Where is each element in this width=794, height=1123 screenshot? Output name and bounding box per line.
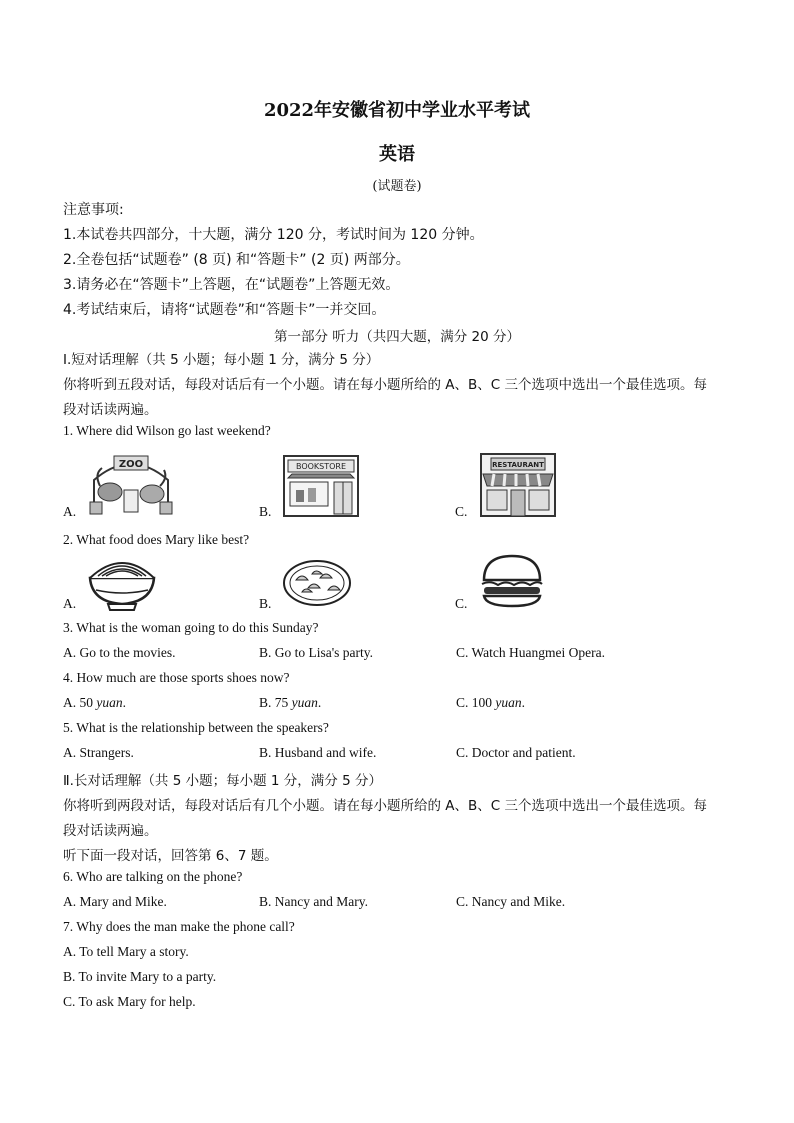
option-a: A. To tell Mary a story. xyxy=(63,944,189,959)
option-c: C. Nancy and Mike. xyxy=(456,894,566,909)
option-a-label: A. xyxy=(63,504,77,519)
question-6: 6. Who are talking on the phone? xyxy=(63,869,243,884)
noodles-bowl-picture xyxy=(86,556,158,612)
bookstore-picture xyxy=(282,452,360,518)
bookstore-sign-text: BOOKSTORE xyxy=(295,462,347,471)
question-4: 4. How much are those sports shoes now? xyxy=(63,670,290,685)
zoo-sign-text: ZOO xyxy=(118,459,144,470)
question-7: 7. Why does the man make the phone call? xyxy=(63,919,295,934)
notes-heading: 注意事项: xyxy=(63,202,124,218)
option-b: B. 75 yuan. xyxy=(259,695,322,710)
option-b: B. Nancy and Mary. xyxy=(259,894,368,909)
option-a: A. Go to the movies. xyxy=(63,645,176,660)
option-b-label: B. xyxy=(259,596,272,611)
option-c: C. Watch Huangmei Opera. xyxy=(456,645,605,660)
option-c: C. 100 yuan. xyxy=(456,695,526,710)
option-c-label: C. xyxy=(455,504,468,519)
paper-label: (试题卷) xyxy=(372,179,422,194)
section2-instruction: 段对话读两遍。 xyxy=(63,823,158,839)
restaurant-picture xyxy=(479,452,557,518)
option-b: B. Go to Lisa's party. xyxy=(259,645,374,660)
section2-heading: Ⅱ.长对话理解（共 5 小题；每小题 1 分，满分 5 分） xyxy=(63,773,382,789)
option-b: B. Husband and wife. xyxy=(259,745,377,760)
note-item: 2.全卷包括“试题卷” (8 页) 和“答题卡” (2 页) 两部分。 xyxy=(63,252,410,268)
option-a: A. Strangers. xyxy=(63,745,134,760)
option-b-label: B. xyxy=(259,504,272,519)
question-2: 2. What food does Mary like best? xyxy=(63,532,250,547)
option-c: C. Doctor and patient. xyxy=(456,745,576,760)
section1-heading: Ⅰ.短对话理解（共 5 小题；每小题 1 分，满分 5 分） xyxy=(63,352,380,368)
dumplings-plate-picture xyxy=(282,558,352,608)
restaurant-sign-text: RESTAURANT xyxy=(492,461,544,469)
section2-instruction: 你将听到两段对话，每段对话后有几个小题。请在每小题所给的 A、B、C 三个选项中选出一个最佳选项。每 xyxy=(63,798,708,814)
subject-title: 英语 xyxy=(379,144,415,165)
option-c-label: C. xyxy=(455,596,468,611)
section1-instruction: 你将听到五段对话，每段对话后有一个小题。请在每小题所给的 A、B、C 三个选项中选出一个最佳选项。每 xyxy=(63,377,708,393)
section1-instruction: 段对话读两遍。 xyxy=(63,402,158,418)
question-5: 5. What is the relationship between the speakers? xyxy=(63,720,329,735)
option-a: A. Mary and Mike. xyxy=(63,894,167,909)
option-a-label: A. xyxy=(63,596,77,611)
option-b: B. To invite Mary to a party. xyxy=(63,969,217,984)
question-1: 1. Where did Wilson go last weekend? xyxy=(63,423,271,438)
zoo-picture xyxy=(86,450,176,518)
part1-heading: 第一部分 听力（共四大题，满分 20 分） xyxy=(273,329,521,345)
section2-instruction: 听下面一段对话，回答第 6、7 题。 xyxy=(63,848,278,864)
note-item: 3.请务必在“答题卡”上答题，在“试题卷”上答题无效。 xyxy=(63,277,400,293)
exam-title: 2022年安徽省初中学业水平考试 xyxy=(263,100,531,121)
question-3: 3. What is the woman going to do this Sunday? xyxy=(63,620,319,635)
note-item: 1.本试卷共四部分，十大题，满分 120 分，考试时间为 120 分钟。 xyxy=(63,227,484,243)
option-c: C. To ask Mary for help. xyxy=(63,994,196,1009)
hamburger-picture xyxy=(480,554,544,608)
option-a: A. 50 yuan. xyxy=(63,695,126,710)
note-item: 4.考试结束后，请将“试题卷”和“答题卡”一并交回。 xyxy=(63,302,386,318)
